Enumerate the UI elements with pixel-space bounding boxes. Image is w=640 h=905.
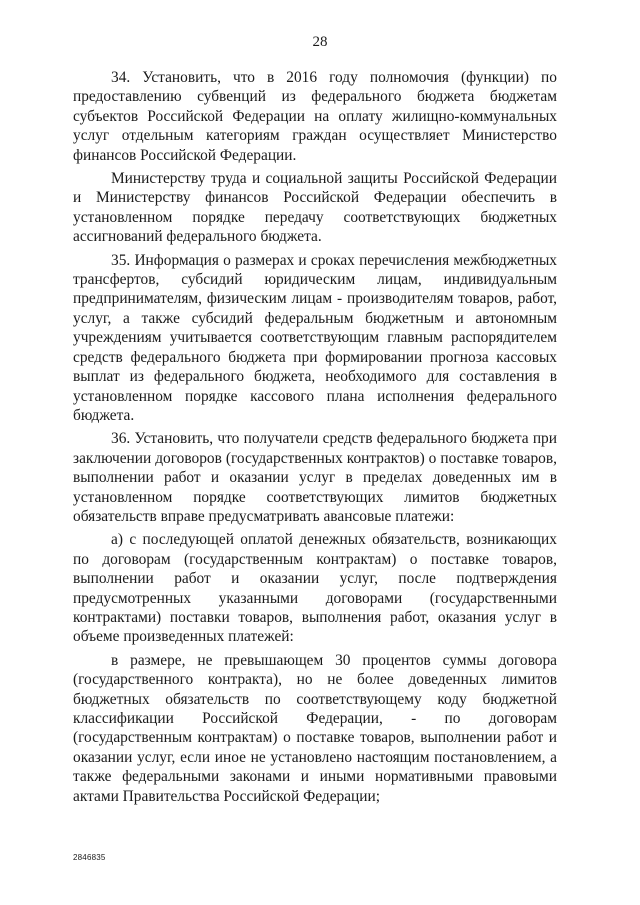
document-code: 2846835: [73, 853, 106, 862]
document-body: [73, 68, 557, 810]
page-number: 28: [312, 34, 328, 50]
paragraph-35: 35. Информация о размерах и сроках перечисления межбюджетных трансфертов, субсидий юридическим лицам, индивидуальным предпринимателям, физическим лицам - производителям товаров, работ, услуг, а также субсидий федеральным бюджетным и автономным учреждениям учитывается соответствующим главным распорядителем средств федерального бюджета при формировании прогноза кассовых выплат из федерального бюджета, необходимого для составления в установленном порядке кассового плана исполнения федерального бюджета.: [73, 251, 557, 424]
paragraph-36: 36. Установить, что получатели средств федерального бюджета при заключении договоров (государственных контрактов) о поставке товаров, выполнении работ и оказании услуг в пределах доведенных им в установленном порядке соответствующих лимитов бюджетных обязательств вправе предусматривать авансовые платежи:: [73, 430, 557, 525]
paragraph-34-continued: Министерству труда и социальной защиты Российской Федерации и Министерству финансов Российской Федерации обеспечить в установленном порядке передачу соответствующих бюджетных ассигнований федерального бюджета.: [73, 170, 557, 246]
paragraph-36-item-a-detail: в размере, не превышающем 30 процентов суммы договора (государственного контракта), но не более доведенных лимитов бюджетных обязательств по соответствующему коду бюджетной классификации Российской Федерации, - по договорам (государственным контрактам) о поставке товаров, выполнении работ и оказании услуг, если иное не установлено настоящим постановлением, а также федеральными законами и иными нормативными правовыми актами Правительства Российской Федерации;: [73, 651, 557, 805]
paragraph-34: 34. Установить, что в 2016 году полномочия (функции) по предоставлению субвенций из федерального бюджета бюджетам субъектов Российской Федерации на оплату жилищно-коммунальных услуг отдельным категориям граждан осуществляет Министерство финансов Российской Федерации.: [73, 69, 557, 164]
paragraph-36-item-a: а) с последующей оплатой денежных обязательств, возникающих по договорам (государственным контрактам) о поставке товаров, выполнении работ и оказании услуг, после подтверждения предусмотренных указанными договорами (государственными контрактами) поставки товаров, выполнения работ, оказания услуг в объеме произведенных платежей:: [73, 531, 557, 646]
